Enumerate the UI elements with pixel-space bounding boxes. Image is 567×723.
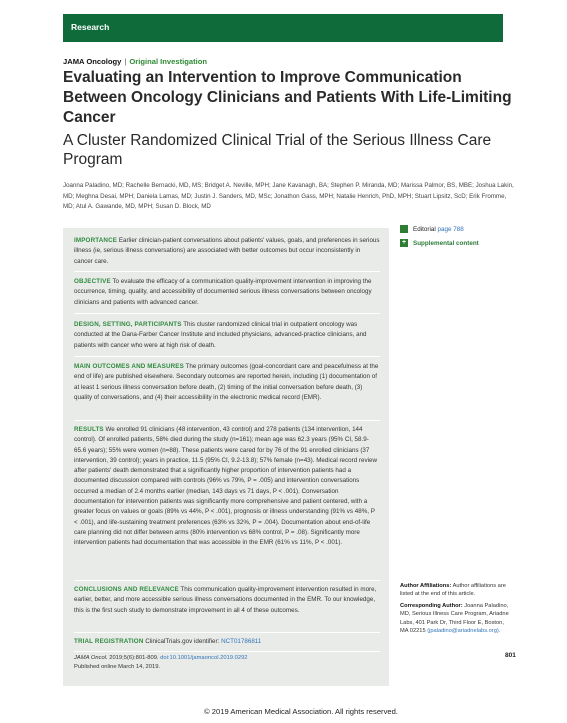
editorial-link[interactable] <box>400 222 520 236</box>
abstract-divider <box>74 271 380 272</box>
related-links <box>400 222 520 250</box>
citation-ref: 2019;5(6):801-809. <box>109 655 159 661</box>
results-head: RESULTS <box>74 426 104 433</box>
journal-separator: | <box>124 57 127 66</box>
citation-published: Published online March 14, 2019. <box>74 663 161 670</box>
outcomes-text: The primary outcomes (goal-concordant care and peacefulness at the end of life) are published elsewhere. Secondary outcomes are reported herein, including (1) documentation of at least 1 serious illness conversation before death, (2) timing of the initial conversation before death, (3) quality of conversations, and (4) their accessibility in the electronic medical record (EMR). <box>74 363 379 401</box>
editorial-icon <box>400 225 408 233</box>
conclusions-head: CONCLUSIONS AND RELEVANCE <box>74 586 179 593</box>
page-number: 801 <box>505 652 516 659</box>
corresponding-head: Corresponding Author: <box>400 602 463 609</box>
copyright-footer <box>0 707 567 716</box>
journal-name: JAMA Oncology <box>63 57 122 66</box>
trial-head: TRIAL REGISTRATION <box>74 638 144 645</box>
plus-icon: + <box>401 239 407 246</box>
affiliations <box>400 582 512 635</box>
trial-text: ClinicalTrials.gov identifier: <box>145 638 220 645</box>
corresponding-email[interactable]: (jpaladino@ariadnelabs.org). <box>427 628 501 635</box>
abstract-divider <box>74 420 380 421</box>
abstract-divider <box>74 632 380 633</box>
section-banner <box>63 14 503 42</box>
citation-doi[interactable]: doi:10.1001/jamaoncol.2019.0292 <box>160 655 248 661</box>
abstract-trial <box>74 637 380 647</box>
copyright-text: © 2019 American Medical Association. All rights reserved. <box>204 707 398 716</box>
banner-label: Research <box>71 22 110 32</box>
abstract-outcomes <box>74 362 380 403</box>
corresponding-text: Joanna Paladino, MD, Serious Illness Care Program, Ariadne Labs, 401 Park Dr, Third Floor E, Boston, MA 02215 <box>400 602 509 635</box>
affiliations-text: Author affiliations are listed at the end of this article. <box>400 583 506 598</box>
abstract-divider <box>74 313 380 314</box>
supplemental-link[interactable] <box>400 236 520 250</box>
conclusions-text: This communication quality-improvement intervention resulted in more, earlier, better, and more accessible serious illness conversations documented in the EMR. To our knowledge, this is the first such study to demonstrate improvement in all 4 of these outcomes. <box>74 586 377 614</box>
citation <box>74 654 380 671</box>
abstract-box <box>63 228 389 686</box>
editorial-page[interactable]: page 788 <box>437 225 464 233</box>
abstract-divider <box>74 580 380 581</box>
abstract-divider <box>74 651 380 652</box>
abstract-objective <box>74 277 380 308</box>
article-title: Evaluating an Intervention to Improve Communication Between Oncology Clinicians and Patients With Life-Limiting Cancer <box>63 69 512 126</box>
editorial-label: Editorial <box>413 225 436 233</box>
affiliations-head: Author Affiliations: <box>400 583 452 589</box>
design-head: DESIGN, SETTING, PARTICIPANTS <box>74 321 182 328</box>
abstract-importance <box>74 236 380 267</box>
supplemental-label: Supplemental content <box>413 239 479 247</box>
journal-line <box>63 57 207 66</box>
article-subtitle: A Cluster Randomized Clinical Trial of the Serious Illness Care Program <box>63 132 492 168</box>
abstract-design <box>74 320 380 351</box>
author-list: Joanna Paladino, MD; Rachelle Bernacki, MD, MS; Bridget A. Neville, MPH; Jane Kavanagh, BA; Stephen P. Miranda, MD; Marissa Palmor, BS, MBE; Joshua Lakin, MD; Meghna Desai, MPH; Daniela Lamas, MD; Justin J. Sanders, MD, MSc; Jonathon Gass, MPH; Natalie Henrich, PhD, MPH; Stuart Lipsitz, ScD; Erik Fromme, MD; Atul A. Gawande, MD, MPH; Susan D. Block, MD <box>63 182 514 210</box>
abstract-divider <box>74 356 380 357</box>
outcomes-head: MAIN OUTCOMES AND MEASURES <box>74 363 184 370</box>
trial-id-link[interactable]: NCT01786811 <box>221 638 262 645</box>
results-text: We enrolled 91 clinicians (48 intervention, 43 control) and 278 patients (134 intervention, 144 control). Of enrolled patients, 58% died during the study (n=161); mean age was 62.3 years (95% CI, 58.9-65.6 years); 55% were women (n=88). These patients were cared for by 76 of the 91 enrolled clinicians (37 intervention, 39 control); years in practice, 11.5 (95% CI, 9.2-13.8); 57% female (n=43). Medical record review after patients' death demonstrated that a significantly higher proportion of intervention patients had a documented discussion compared with controls (96% vs 79%, P = .005) and intervention conversations occurred a median of 2.4 months earlier (median, 143 days vs 71 days, P < .001). Conversation documentation for intervention patients was significantly more comprehensive and patient centered, with a greater focus on values or goals (89% vs 44%, P < .001), prognosis or illness understanding (91% vs 48%, P < .001), and life-sustaining treatment preferences (63% vs 32%, P = .004). Documentation about end-of-life care planning did not differ between arms (80% intervention vs 68% control, P = .08). Significantly more intervention patients had documentation that was accessible in the EMR (61% vs 11%, P < .001). <box>74 426 377 547</box>
design-text: This cluster randomized clinical trial in outpatient oncology was conducted at the Dana-Farber Cancer Institute and included physicians, advanced-practice clinicians, and patients with cancer who were at high risk of death. <box>74 321 367 349</box>
objective-head: OBJECTIVE <box>74 278 111 285</box>
abstract-conclusions <box>74 585 380 616</box>
citation-journal: JAMA Oncol. <box>74 655 108 661</box>
importance-text: Earlier clinician-patient conversations about patients' values, goals, and preferences in serious illness (ie, serious illness conversations) are associated with better outcomes but occur inconsistently in cancer care. <box>74 237 380 265</box>
objective-text: To evaluate the efficacy of a communication quality-improvement intervention in improving the occurrence, timing, quality, and accessibility of documented serious illness conversations between oncology clinicians and patients with advanced cancer. <box>74 278 372 306</box>
importance-head: IMPORTANCE <box>74 237 118 244</box>
abstract-results <box>74 425 380 549</box>
article-type: Original Investigation <box>129 57 207 66</box>
